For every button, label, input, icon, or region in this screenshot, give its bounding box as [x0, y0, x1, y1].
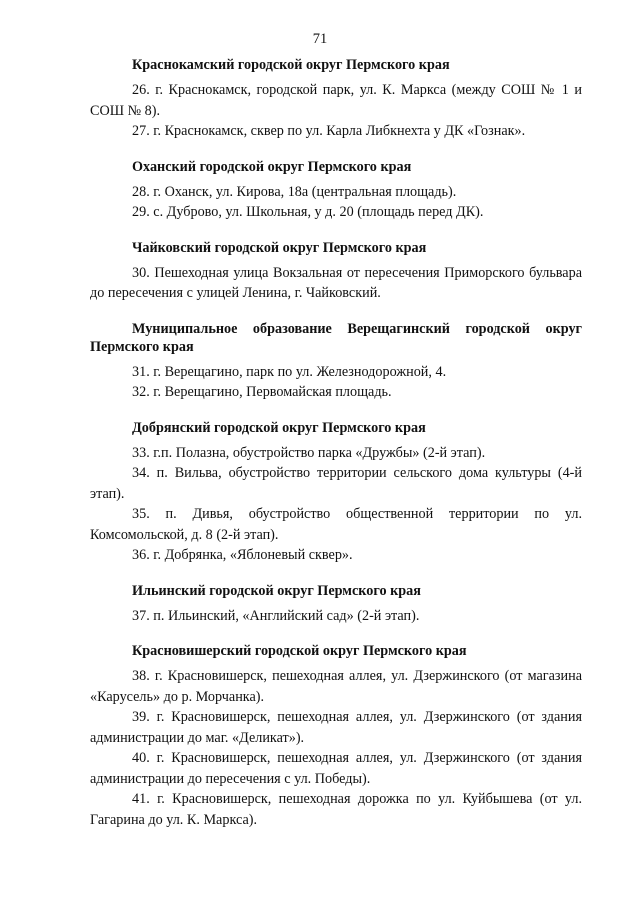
- list-item: 38. г. Красновишерск, пешеходная аллея, ул. Дзержинского (от магазина «Карусель» до р. Морчанка).: [90, 668, 582, 705]
- list-item: 27. г. Краснокамск, сквер по ул. Карла Либкнехта у ДК «Гознак».: [132, 123, 526, 139]
- section-heading: Муниципальное образование Верещагинский городской округ Пермского края: [90, 320, 582, 355]
- list-item: 36. г. Добрянка, «Яблоневый сквер».: [132, 547, 353, 563]
- list-item: 41. г. Красновишерск, пешеходная дорожка по ул. Куйбышева (от ул. Гагарина до ул. К. Маркса).: [90, 791, 582, 828]
- section-heading: Краснокамский городской округ Пермского края: [132, 57, 450, 73]
- list-item: 32. г. Верещагино, Первомайская площадь.: [132, 384, 392, 400]
- section-chaikovsky: [90, 239, 582, 304]
- list-item: 37. п. Ильинский, «Английский сад» (2-й этап).: [132, 607, 420, 624]
- list-item: 31. г. Верещагино, парк по ул. Железнодорожной, 4.: [132, 363, 447, 380]
- section-krasnokamsk: [90, 56, 582, 142]
- list-item: 29. с. Дуброво, ул. Школьная, у д. 20 (площадь перед ДК).: [132, 204, 484, 220]
- list-item: 33. г.п. Полазна, обустройство парка «Дружбы» (2-й этап).: [132, 444, 486, 461]
- list-item: 35. п. Дивья, обустройство общественной территории по ул. Комсомольской, д. 8 (2-й этап).: [90, 506, 582, 543]
- list-item: 28. г. Оханск, ул. Кирова, 18а (центральная площадь).: [132, 183, 457, 200]
- document-body: [90, 56, 582, 846]
- section-krasnovishersk: [90, 642, 582, 830]
- list-item: 26. г. Краснокамск, городской парк, ул. К. Маркса (между СОШ № 1 и СОШ № 8).: [90, 82, 582, 119]
- list-item: 39. г. Красновишерск, пешеходная аллея, ул. Дзержинского (от здания администрации до маг. «Деликат»).: [90, 709, 582, 746]
- section-heading: Красновишерский городской округ Пермского края: [132, 643, 467, 659]
- section-heading: Оханский городской округ Пермского края: [132, 158, 412, 175]
- list-item: 30. Пешеходная улица Вокзальная от пересечения Приморского бульвара до пересечения с улицей Ленина, г. Чайковский.: [90, 264, 582, 301]
- section-okhansk: [90, 158, 582, 223]
- section-vereshchagino: [90, 320, 582, 403]
- section-ilyinsky: [90, 582, 582, 627]
- list-item: 34. п. Вильва, обустройство территории сельского дома культуры (4-й этап).: [90, 465, 582, 502]
- list-item: 40. г. Красновишерск, пешеходная аллея, ул. Дзержинского (от здания администрации до пересечения с ул. Победы).: [90, 750, 582, 787]
- section-heading: Добрянский городской округ Пермского края: [132, 419, 426, 436]
- section-dobryanka: [90, 419, 582, 566]
- page-number: 71: [312, 31, 328, 47]
- section-heading: Ильинский городской округ Пермского края: [132, 582, 421, 599]
- section-heading: Чайковский городской округ Пермского края: [132, 239, 427, 256]
